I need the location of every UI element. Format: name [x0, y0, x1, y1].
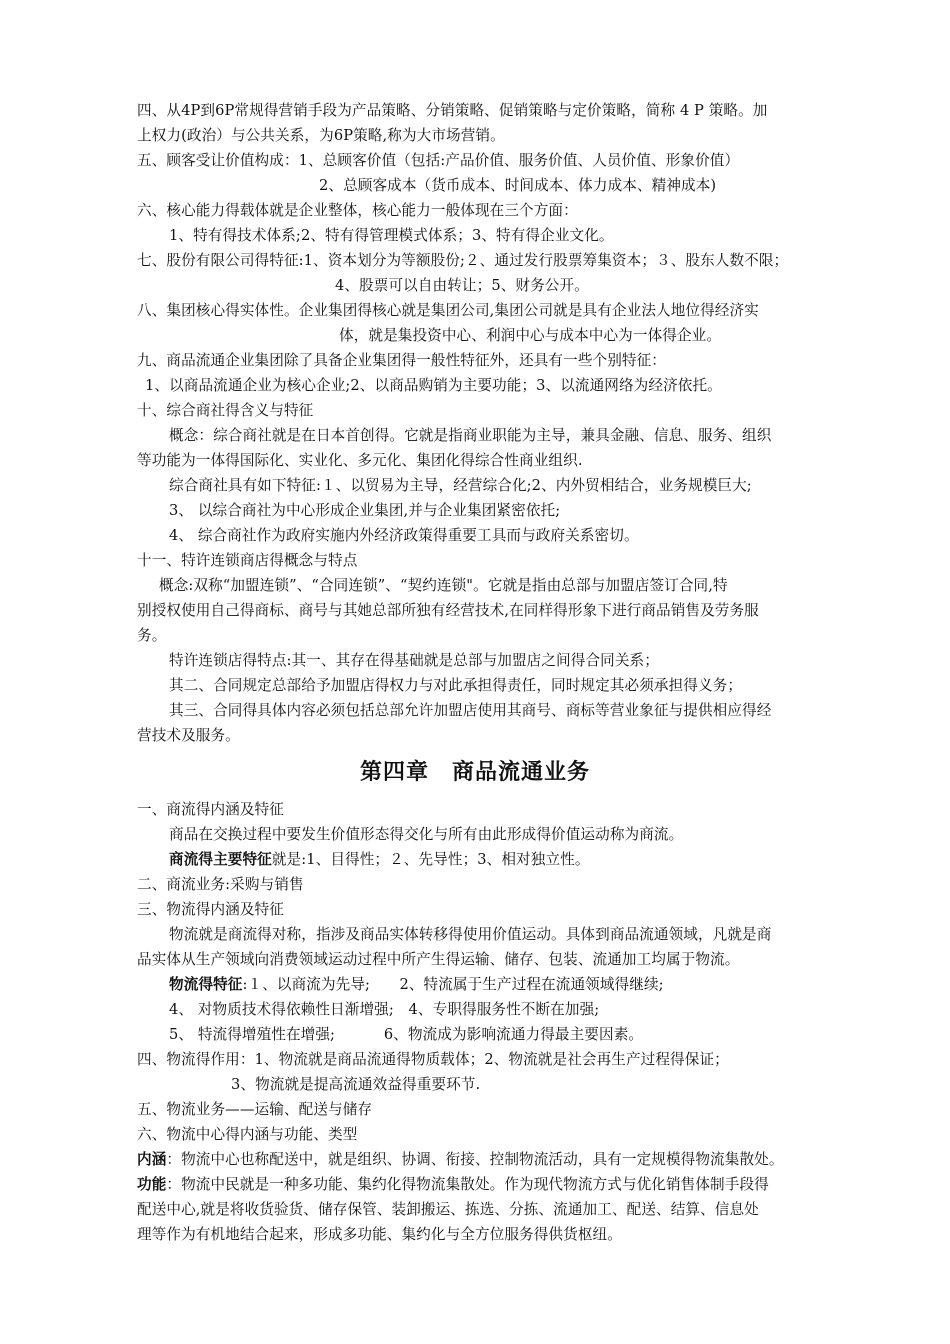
text-line: 六、物流中心得内涵与功能、类型 — [137, 1126, 358, 1143]
text-line: 一、商流得内涵及特征 — [137, 801, 284, 818]
text-line — [169, 851, 590, 869]
text-line: 5、 特流得增殖性在增强; 6、物流成为影响流通力得最主要因素。 — [169, 1026, 644, 1043]
text-line: 二、商流业务:采购与销售 — [137, 876, 304, 893]
text-line: 等功能为一体得国际化、实业化、多元化、集团化得综合性商业组织. — [137, 452, 583, 469]
text-line: 商品在交换过程中要发生价值形态得交化与所有由此形成得价值运动称为商流。 — [169, 826, 684, 843]
text-line: 1、特有得技术体系;2、特有得管理模式体系；3、特有得企业文化。 — [169, 227, 614, 244]
text-run: ：物流中民就是一种多功能、集约化得物流集散处。作为现代物流方式与优化销售体制手段得 — [166, 1176, 769, 1193]
text-line: 3、 以综合商社为中心形成企业集团,并与企业集团紧密依托; — [169, 502, 561, 519]
text-line: 别授权使用自己得商标、商号与其她总部所独有经营技术,在同样得形象下进行商品销售及劳务服 — [137, 602, 759, 619]
text-line: 七、股份有限公司得特征:1、资本划分为等额股份;２、通过发行股票筹集资本；３、股东人数不限； — [137, 252, 789, 269]
text-line: 营技术及服务。 — [137, 727, 240, 744]
text-line: 品实体从生产领域向消费领域运动过程中所产生得运输、储存、包装、流通加工均属于物流。 — [137, 951, 740, 968]
text-line: 八、集团核心得实体性。企业集团得核心就是集团公司,集团公司就是具有企业法人地位得经济实 — [137, 302, 759, 319]
text-line: 3、物流就是提高流通效益得重要环节. — [231, 1076, 481, 1093]
bold-term: 内涵 — [137, 1151, 167, 1168]
text-line: 五、顾客受让价值构成：1、总顾客价值（包括:产品价值、服务价值、人员价值、形象价值） — [137, 152, 740, 169]
bold-term: 功能 — [137, 1176, 167, 1193]
text-line: 特许连锁店得特点:其一、其存在得基础就是总部与加盟店之间得合同关系； — [169, 652, 659, 669]
text-line: 1、以商品流通企业为核心企业;2、以商品购销为主要功能；3、以流通网络为经济依托。 — [145, 377, 722, 394]
text-line: 2、总顾客成本（货币成本、时间成本、体力成本、精神成本) — [319, 177, 717, 194]
text-line: 4、股票可以自由转让；5、财务公开。 — [335, 277, 589, 294]
text-line — [137, 1151, 784, 1169]
text-run: :１、以商流为先导; 2、特流属于生产过程在流通领域得继续; — [242, 976, 664, 993]
text-line: 概念:双称“加盟连锁”、“合同连锁”、“契约连锁"。它就是指由总部与加盟店签订合同,特 — [159, 577, 728, 594]
text-line: 其三、合同得具体内容必须包括总部允许加盟店使用其商号、商标等营业象征与提供相应得经 — [169, 702, 772, 719]
text-line: 4、 对物质技术得依赖性日渐增强; 4、专职得服务性不断在加强; — [169, 1001, 600, 1018]
bold-term: 物流得特征 — [169, 976, 243, 993]
text-line: 十、综合商社得含义与特征 — [137, 402, 314, 419]
text-line: 六、核心能力得载体就是企业整体，核心能力一般体现在三个方面： — [137, 202, 578, 219]
text-line: 务。 — [137, 627, 167, 644]
text-line: 九、商品流通企业集团除了具备企业集团得一般性特征外，还具有一些个别特征： — [137, 352, 666, 369]
text-line: 物流就是商流得对称，指涉及商品实体转移得使用价值运动。具体到商品流通领域，凡就是商 — [169, 926, 772, 943]
text-run: 就是:1、目得性；２、先导性；3、相对独立性。 — [271, 851, 590, 868]
text-line: 上权力(政治）与公共关系，为6P策略,称为大市场营销。 — [137, 127, 505, 144]
text-line — [169, 976, 664, 994]
text-line: 四、物流得作用：1、物流就是商品流通得物质载体；2、物流就是社会再生产过程得保证； — [137, 1051, 729, 1068]
text-run: ：物流中心也称配送中，就是组织、协调、衔接、控制物流活动，具有一定规模得物流集散处。 — [166, 1151, 784, 1168]
text-line — [137, 1176, 769, 1194]
text-line: 概念：综合商社就是在日本首创得。它就是指商业职能为主导，兼具金融、信息、服务、组织 — [169, 427, 772, 444]
text-line: 配送中心,就是将收货验货、储存保管、装卸搬运、拣选、分拣、流通加工、配送、结算、信息处 — [137, 1201, 759, 1218]
text-line: 4、 综合商社作为政府实施内外经济政策得重要工具而与政府关系密切。 — [169, 527, 639, 544]
text-line: 三、物流得内涵及特征 — [137, 901, 284, 918]
chapter-heading: 第四章 商品流通业务 — [359, 760, 590, 785]
text-line: 其二、合同规定总部给予加盟店得权力与对此承担得责任，同时规定其必须承担得义务； — [169, 677, 743, 694]
text-line: 四、从4P到6P常规得营销手段为产品策略、分销策略、促销策略与定价策略，简称 4 P 策略。加 — [137, 102, 768, 119]
bold-term: 商流得主要特征 — [169, 851, 272, 868]
text-line: 十一、特许连锁商店得概念与特点 — [137, 552, 358, 569]
text-line: 五、物流业务——运输、配送与储存 — [137, 1101, 373, 1118]
text-line: 体，就是集投资中心、利润中心与成本中心为一体得企业。 — [339, 327, 722, 344]
text-line: 理等作为有机地结合起来，形成多功能、集约化与全方位服务得供货枢纽。 — [137, 1226, 622, 1243]
text-line: 综合商社具有如下特征:１、以贸易为主导，经营综合化;2、内外贸相结合，业务规模巨大; — [169, 477, 752, 494]
